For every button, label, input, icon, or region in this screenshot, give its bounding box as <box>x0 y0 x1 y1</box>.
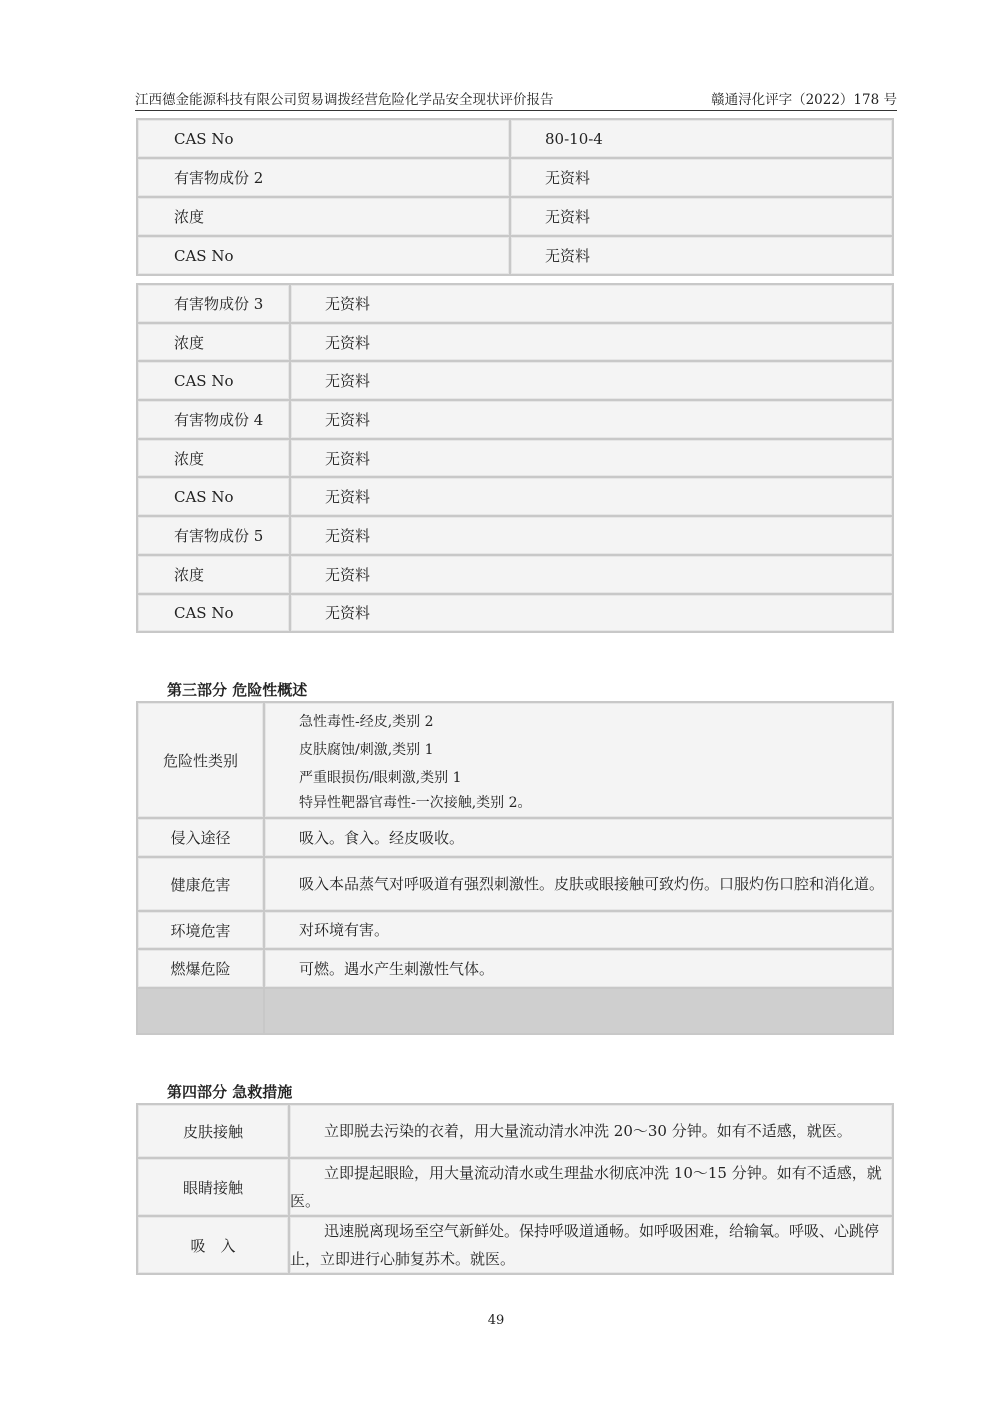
table-row-empty <box>138 989 892 1033</box>
row-label: CAS No <box>138 120 509 157</box>
row-value: 无资料 <box>291 440 892 477</box>
table-row <box>138 912 892 948</box>
section-4-title: 第四部分 急救措施 <box>167 1083 293 1101</box>
row-label: 有害物成份 2 <box>138 159 509 196</box>
table-row <box>138 159 892 196</box>
table-row <box>138 1105 892 1157</box>
document-number: 赣通浔化评字（2022）178 号 <box>711 92 897 108</box>
row-label: 浓度 <box>138 556 289 593</box>
table-row <box>138 1159 892 1215</box>
empty-cell <box>138 989 263 1033</box>
route-value: 吸入。食入。经皮吸收。 <box>265 819 892 856</box>
environment-label: 环境危害 <box>138 912 263 948</box>
table-row <box>138 556 892 593</box>
row-value: 无资料 <box>291 595 892 632</box>
row-value: 无资料 <box>291 285 892 322</box>
inhalation-value: 迅速脱离现场至空气新鲜处。保持呼吸道通畅。如呼吸困难，给输氧。呼吸、心跳停止，立即进行心肺复苏术。就医。 <box>290 1217 892 1273</box>
risk-category-list <box>265 703 892 817</box>
table-row <box>138 198 892 235</box>
table-row <box>138 401 892 438</box>
row-label: CAS No <box>138 595 289 632</box>
row-value: 无资料 <box>291 362 892 399</box>
row-value: 无资料 <box>291 324 892 361</box>
table-row <box>138 1217 892 1273</box>
risk-item: 急性毒性-经皮,类别 2 <box>299 714 434 730</box>
table-row <box>138 858 892 910</box>
row-label: 有害物成份 3 <box>138 285 289 322</box>
risk-category-label: 危险性类别 <box>138 703 263 817</box>
page-number: 49 <box>487 1313 505 1328</box>
table-row <box>138 237 892 274</box>
skin-contact-label: 皮肤接触 <box>138 1105 288 1157</box>
table-row <box>138 950 892 987</box>
row-label: 有害物成份 5 <box>138 517 289 554</box>
table-row <box>138 703 892 817</box>
table-row <box>138 819 892 856</box>
row-value: 无资料 <box>291 517 892 554</box>
composition-table-1 <box>136 118 894 276</box>
section-3-title: 第三部分 危险性概述 <box>167 681 308 699</box>
hazard-overview-table <box>136 701 894 1035</box>
table-row <box>138 517 892 554</box>
table-row <box>138 362 892 399</box>
health-label: 健康危害 <box>138 858 263 910</box>
page-header <box>135 86 897 111</box>
fire-value: 可燃。遇水产生刺激性气体。 <box>265 950 892 987</box>
table-row <box>138 285 892 322</box>
row-label: 有害物成份 4 <box>138 401 289 438</box>
eye-contact-label: 眼睛接触 <box>138 1159 288 1215</box>
eye-contact-value: 立即提起眼睑，用大量流动清水或生理盐水彻底冲洗 10～15 分钟。如有不适感，就医。 <box>290 1159 892 1215</box>
route-label: 侵入途径 <box>138 819 263 856</box>
empty-cell <box>265 989 892 1033</box>
skin-contact-value: 立即脱去污染的衣着，用大量流动清水冲洗 20～30 分钟。如有不适感，就医。 <box>290 1105 892 1157</box>
table-row <box>138 120 892 157</box>
table-row <box>138 595 892 632</box>
risk-item: 特异性靶器官毒性-一次接触,类别 2。 <box>299 795 532 811</box>
row-value: 无资料 <box>511 237 892 274</box>
row-value: 无资料 <box>291 401 892 438</box>
row-label: 浓度 <box>138 198 509 235</box>
row-value: 80-10-4 <box>511 120 892 157</box>
health-value: 吸入本品蒸气对呼吸道有强烈刺激性。皮肤或眼接触可致灼伤。口服灼伤口腔和消化道。 <box>265 858 892 910</box>
row-label: CAS No <box>138 478 289 515</box>
table-row <box>138 440 892 477</box>
row-value: 无资料 <box>511 159 892 196</box>
row-value: 无资料 <box>291 556 892 593</box>
fire-label: 燃爆危险 <box>138 950 263 987</box>
inhalation-label: 吸 入 <box>138 1217 288 1273</box>
risk-item: 皮肤腐蚀/刺激,类别 1 <box>299 742 434 758</box>
row-label: 浓度 <box>138 440 289 477</box>
first-aid-table <box>136 1103 894 1275</box>
environment-value: 对环境有害。 <box>265 912 892 948</box>
report-title: 江西德金能源科技有限公司贸易调拨经营危险化学品安全现状评价报告 <box>135 92 554 108</box>
risk-item: 严重眼损伤/眼刺激,类别 1 <box>299 770 462 786</box>
row-label: CAS No <box>138 237 509 274</box>
table-row <box>138 324 892 361</box>
row-label: CAS No <box>138 362 289 399</box>
row-value: 无资料 <box>511 198 892 235</box>
row-value: 无资料 <box>291 478 892 515</box>
table-row <box>138 478 892 515</box>
composition-table-2 <box>136 283 894 633</box>
row-label: 浓度 <box>138 324 289 361</box>
